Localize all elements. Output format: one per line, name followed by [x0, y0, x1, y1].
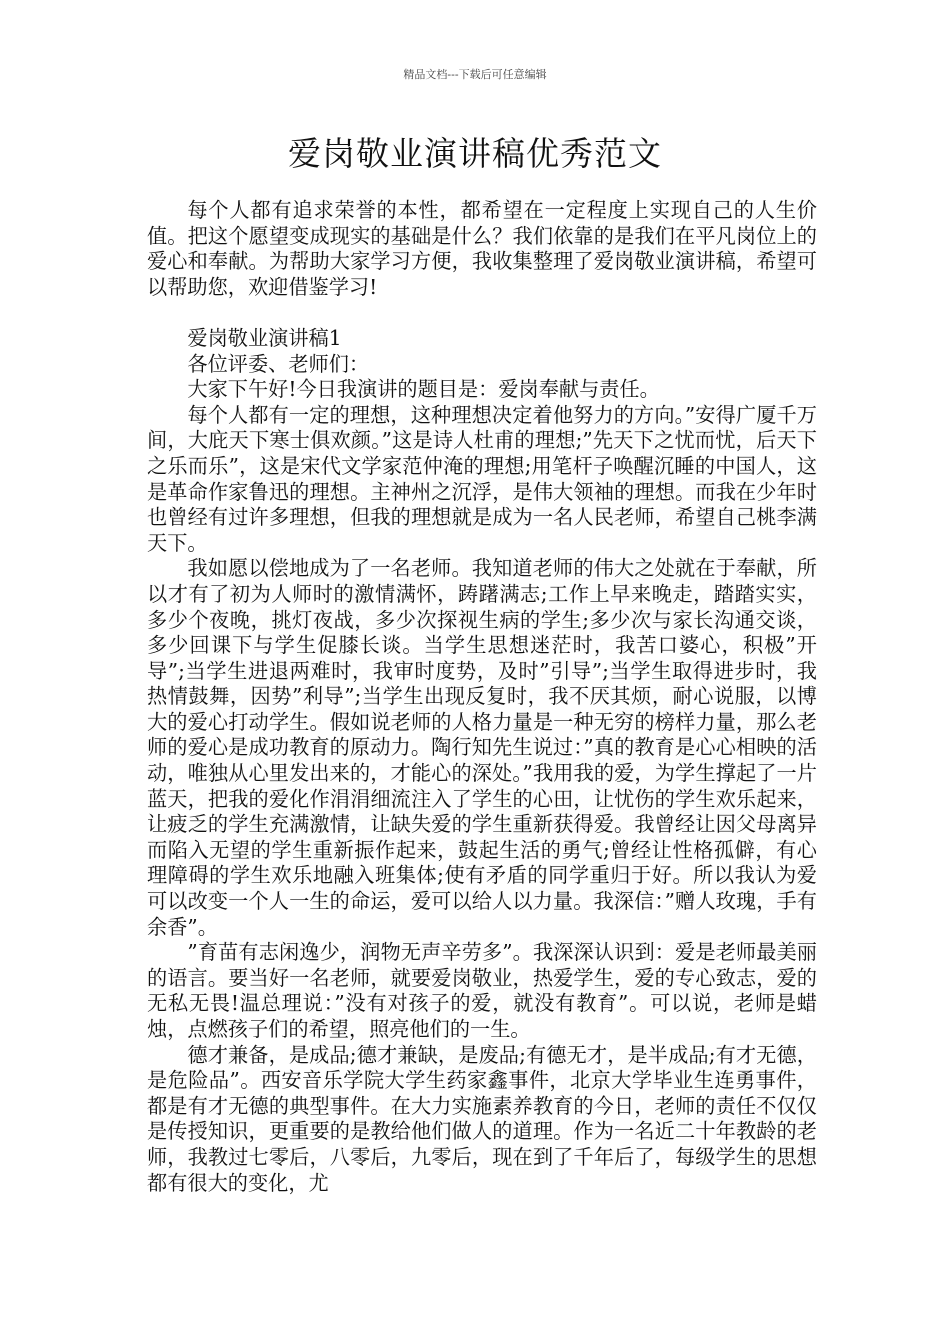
speech-heading: 爱岗敬业演讲稿1	[187, 325, 342, 350]
body-paragraph: 德才兼备，是成品;德才兼缺，是废品;有德无才，是半成品;有才无德，是危险品”。西安音乐学院大学生药家鑫事件，北京大学毕业生连勇事件，都是有才无德的典型事件。在大力实施素养教育的今日，老师的责任不仅仅是传授知识，更重要的是教给他们做人的道理。作为一名近二十年教龄的老师，我教过七零后，八零后，九零后，现在到了千年后了，每级学生的思想都有很大的变化，尤	[147, 1042, 817, 1195]
intro-paragraph: 每个人都有追求荣誉的本性，都希望在一定程度上实现自己的人生价值。把这个愿望变成现实的基础是什么？我们依靠的是我们在平凡岗位上的爱心和奉献。为帮助大家学习方便，我收集整理了爱岗敬业演讲稿，希望可以帮助您，欢迎借鉴学习!	[147, 198, 817, 299]
greeting-paragraph: 大家下午好!今日我演讲的题目是：爱岗奉献与责任。	[187, 377, 660, 402]
paragraph-gap	[147, 300, 817, 326]
body-paragraph: 我如愿以偿地成为了一名老师。我知道老师的伟大之处就在于奉献，所以才有了初为人师时的激情满怀，踌躇满志;工作上早来晚走，踏踏实实，多少个夜晚，挑灯夜战，多少次探视生病的学生;多少次与家长沟通交谈，多少回课下与学生促膝长谈。当学生思想迷茫时，我苦口婆心，积极”开导”;当学生进退两难时，我审时度势，及时”引导”;当学生取得进步时，我热情鼓舞，因势”利导”;当学生出现反复时，我不厌其烦，耐心说服，以博大的爱心打动学生。假如说老师的人格力量是一种无穷的榜样力量，那么老师的爱心是成功教育的原动力。陶行知先生说过：”真的教育是心心相映的活动，唯独从心里发出来的，才能心的深处。”我用我的爱，为学生撑起了一片蓝天，把我的爱化作涓涓细流注入了学生的心田，让忧伤的学生欢乐起来，让疲乏的学生充满激情，让缺失爱的学生重新获得爱。我曾经让因父母离异而陷入无望的学生重新振作起来，鼓起生活的勇气;曾经让性格孤僻，有心理障碍的学生欢乐地融入班集体;使有矛盾的同学重归于好。所以我认为爱可以改变一个人一生的命运，爱可以给人以力量。我深信：”赠人玫瑰，手有余香”。	[147, 556, 817, 939]
salutation: 各位评委、老师们：	[187, 351, 370, 376]
body-paragraph: ”育苗有志闲逸少，润物无声辛劳多”。我深深认识到：爱是老师最美丽的语言。要当好一名老师，就要爱岗敬业，热爱学生，爱的专心致志，爱的无私无畏!温总理说：”没有对孩子的爱，就没有教育”。可以说，老师是蜡烛，点燃孩子们的希望，照亮他们的一生。	[147, 940, 817, 1041]
document-body	[147, 198, 817, 1196]
body-paragraph: 每个人都有一定的理想，这种理想决定着他努力的方向。”安得广厦千万间，大庇天下寒士俱欢颜。”这是诗人杜甫的理想;”先天下之忧而忧，后天下之乐而乐”，这是宋代文学家范仲淹的理想;用笔杆子唤醒沉睡的中国人，这是革命作家鲁迅的理想。主神州之沉浮，是伟大领袖的理想。而我在少年时也曾经有过许多理想，但我的理想就是成为一名人民老师，希望自己桃李满天下。	[147, 402, 817, 555]
page-title: 爱岗敬业演讲稿优秀范文	[288, 134, 662, 173]
header-note: 精品文档---下载后可任意编辑	[403, 68, 547, 81]
